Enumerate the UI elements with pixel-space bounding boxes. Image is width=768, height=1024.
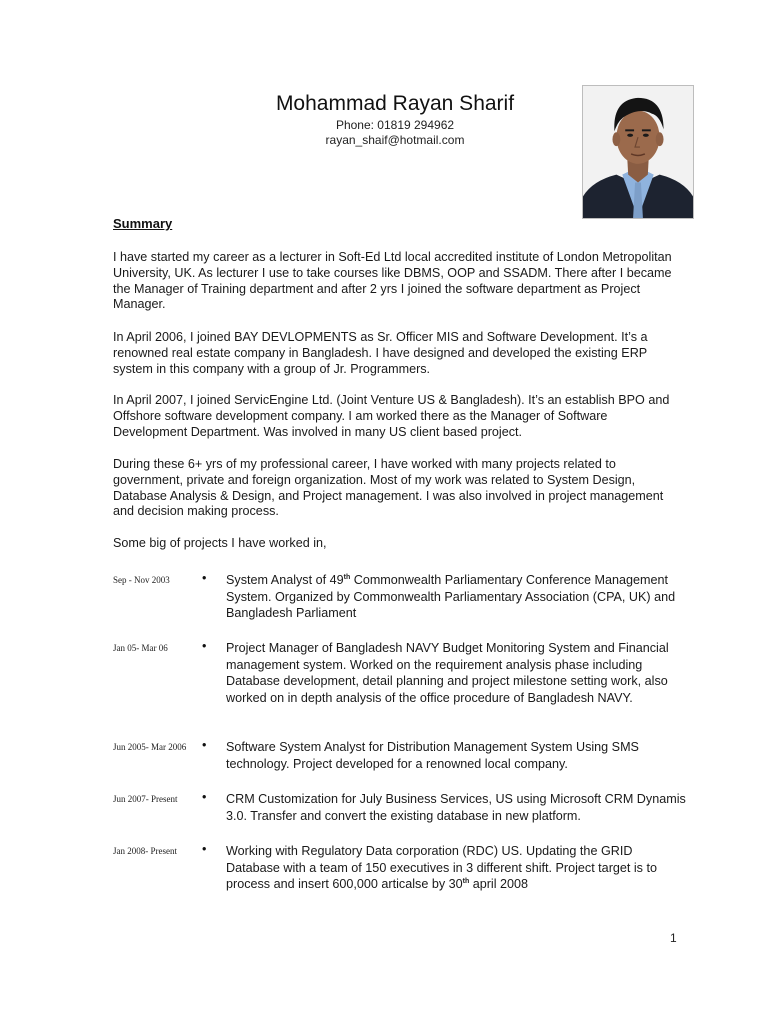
bullet-icon: •: [202, 738, 207, 752]
resume-header: [180, 90, 610, 148]
summary-paragraph: In April 2006, I joined BAY DEVLOPMENTS as Sr. Officer MIS and Software Development. It’s a renowned real estate company in Bangladesh. I have designed and developed the existing ERP system in this company with a group of Jr. Programmers.: [113, 330, 648, 376]
ordinal-suffix: th: [462, 877, 470, 885]
portrait-image: [583, 86, 693, 218]
bullet-icon: •: [202, 842, 207, 856]
bullet-icon: •: [202, 571, 207, 585]
project-date: Jun 2007- Present: [113, 794, 178, 804]
bullet-icon: •: [202, 790, 207, 804]
project-date: Jan 2008- Present: [113, 846, 177, 856]
project-description: Working with Regulatory Data corporation (RDC) US. Updating the GRID Database with a team of 150 executives in 3 different shift. Project target is to process and insert 600,000 articalse by 30th april 2008: [226, 844, 657, 891]
project-date: Jun 2005- Mar 2006: [113, 742, 187, 752]
project-description: Project Manager of Bangladesh NAVY Budget Monitoring System and Financial management system. Worked on the requirement analysis phase including Database development, detail planning and project milestone setting work, also worked on in depth analysis of the office procedure of Bangladesh NAVY.: [226, 641, 669, 705]
project-description: Software System Analyst for Distribution Management System Using SMS technology. Project developed for a renowned local company.: [226, 740, 639, 771]
summary-paragraph: During these 6+ yrs of my professional career, I have worked with many projects related to government, private and foreign organization. Most of my work was related to System Design, Database Analysis & Design, and Project management. I was also involved in project management and decision making process.: [113, 457, 664, 519]
candidate-name: Mohammad Rayan Sharif: [275, 92, 515, 115]
summary-paragraph: I have started my career as a lecturer in Soft-Ed Ltd local accredited institute of London Metropolitan University, UK. As lecturer I use to take courses like DBMS, OOP and SSADM. There after I became the Manager of Training department and after 2 yrs I joined the software department as Project Manager.: [113, 250, 672, 312]
projects-intro: Some big of projects I have worked in,: [113, 536, 327, 550]
page-number: 1: [670, 931, 677, 945]
profile-photo: [582, 85, 694, 219]
project-description: CRM Customization for July Business Services, US using Microsoft CRM Dynamis 3.0. Transfer and convert the existing database in new platform.: [226, 792, 686, 823]
summary-heading: Summary: [113, 216, 173, 231]
project-description: System Analyst of 49th Commonwealth Parliamentary Conference Management System. Organized by Commonwealth Parliamentary Association (CPA, UK) and Bangladesh Parliament: [226, 573, 676, 620]
project-date: Sep - Nov 2003: [113, 575, 170, 585]
ordinal-suffix: th: [343, 573, 351, 581]
phone-number: Phone: 01819 294962: [335, 118, 455, 132]
email-address: rayan_shaif@hotmail.com: [325, 133, 465, 147]
summary-paragraph: In April 2007, I joined ServicEngine Ltd. (Joint Venture US & Bangladesh). It’s an establish BPO and Offshore software development company. I am worked there as the Manager of Software Development Department. Was involved in many US client based project.: [113, 393, 670, 439]
project-date: Jan 05- Mar 06: [113, 643, 168, 653]
bullet-icon: •: [202, 639, 207, 653]
